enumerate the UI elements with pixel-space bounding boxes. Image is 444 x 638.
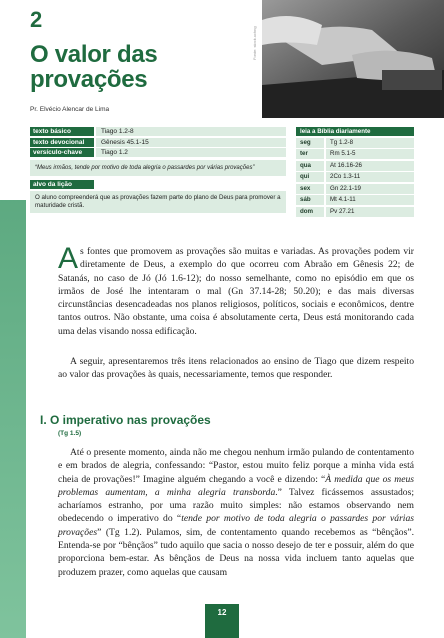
section-paragraph-part-b: .” Talvez ficássemos assustados; acharíamos estranho, por uma razão muito simples: não estamos observando nem obedecendo o imperativo do “: [58, 486, 414, 525]
reading-ref: Gn 22.1-19: [326, 184, 414, 194]
reading-row: [296, 161, 414, 171]
page-number: 12: [217, 608, 227, 617]
reading-day: qua: [296, 161, 324, 171]
reading-day: sáb: [296, 195, 324, 205]
photo-credit: Fonte: stock.xchng: [252, 26, 257, 60]
lesson-info-box: [30, 127, 286, 213]
daily-reading-title: leia a Bíblia diariamente: [296, 127, 414, 136]
hands-anvil-photo: [262, 0, 444, 118]
texto-devocional-value: Gênesis 45.1-15: [96, 138, 286, 147]
quote-italic-2: tende por motivo de toda alegria o passardes por várias provações: [58, 513, 414, 538]
section-paragraph-part-c: ” (Tg 1.2). Pulamos, sim, de contentamento quando recebemos as “bênçãos”. Entenda-se por “bênçãos” tudo aquilo que sacia o nosso desejo de ter e possuir, além do que proporciona bem-estar. As bênçãos de Deus na nossa vida incluem tanto aquelas que produzem prazer, como aquelas que causam: [58, 526, 414, 578]
reading-day: seg: [296, 138, 324, 148]
alvo-label: alvo da lição: [30, 180, 94, 189]
second-paragraph: A seguir, apresentaremos três itens relacionados ao ensino de Tiago que dizem respeito ao valor das provações às quais, necessariamente, temos que responder.: [58, 356, 414, 381]
section-paragraph-part-a: Até o presente momento, ainda não me chegou nenhum irmão pulando de contentamento e em brados de alegria, confessando: “Pastor, estou muito feliz porque a minha vida está cheia de provações!” Imagine alguém chegando a você e dizendo: “: [58, 447, 414, 485]
reading-ref: Pv 27.21: [326, 207, 414, 217]
side-strip-top-mask: [0, 0, 26, 200]
reading-day: qui: [296, 172, 324, 182]
intro-paragraph: [58, 242, 414, 338]
reading-ref: Mt 4.1-11: [326, 195, 414, 205]
section-paragraph: [58, 446, 414, 579]
key-verse-text: “Meus irmãos, tende por motivo de toda alegria o passardes por várias provações”: [30, 160, 286, 176]
alvo-text: O aluno compreenderá que as provações fazem parte do plano de Deus para promover a maturidade cristã.: [30, 191, 286, 213]
author-name: Pr. Elvécio Alencar de Lima: [30, 106, 110, 113]
reading-row: [296, 195, 414, 205]
lesson-number: 2: [30, 7, 43, 32]
reading-ref: 2Co 1.3-11: [326, 172, 414, 182]
reading-day: dom: [296, 207, 324, 217]
reading-ref: Rm 5.1-5: [326, 149, 414, 159]
reading-ref: Tg 1.2-8: [326, 138, 414, 148]
section-reference: (Tg 1.5): [58, 430, 82, 437]
reading-row: [296, 149, 414, 159]
texto-basico-value: Tiago 1.2-8: [96, 127, 286, 136]
versiculo-chave-label: versículo-chave: [30, 148, 94, 157]
texto-devocional-label: texto devocional: [30, 138, 94, 147]
reading-row: [296, 184, 414, 194]
quote-italic-1: À medida que os meus problemas aumentam, a minha alegria transborda: [58, 473, 415, 498]
section-heading: I. O imperativo nas provações: [40, 413, 211, 427]
reading-row: [296, 172, 414, 182]
reading-day: ter: [296, 149, 324, 159]
reading-ref: At 16.16-26: [326, 161, 414, 171]
versiculo-chave-row: [30, 148, 286, 157]
texto-basico-label: texto básico: [30, 127, 94, 136]
reading-day: sex: [296, 184, 324, 194]
texto-basico-row: [30, 127, 286, 136]
versiculo-chave-value: Tiago 1.2: [96, 148, 286, 157]
page-title: O valor das provações: [30, 41, 158, 93]
intro-paragraph-text: s fontes que promovem as provações são muitas e variadas. As provações podem vir diretamente de Deus, a exemplo do que ocorreu com Abraão em Gênesis 22; de Satanás, no caso de Jó (Jó 1.6-12); do nosso semelhante, como no episódio em que os irmãos de José lhe intentaram o mal (Gn 37.14-28; 50.20); e das mais diversas circunstâncias desencadeadas nos planos religiosos, políticos, sociais e econômicos, dentre tantos outros. Não obstante, uma coisa é absolutamente certa, Deus está monitorando cada uma delas visando nossa edificação.: [58, 246, 414, 337]
texto-devocional-row: [30, 138, 286, 147]
drop-cap: A: [58, 242, 79, 275]
reading-row: [296, 207, 414, 217]
daily-reading-box: [296, 127, 414, 217]
reading-row: [296, 138, 414, 148]
